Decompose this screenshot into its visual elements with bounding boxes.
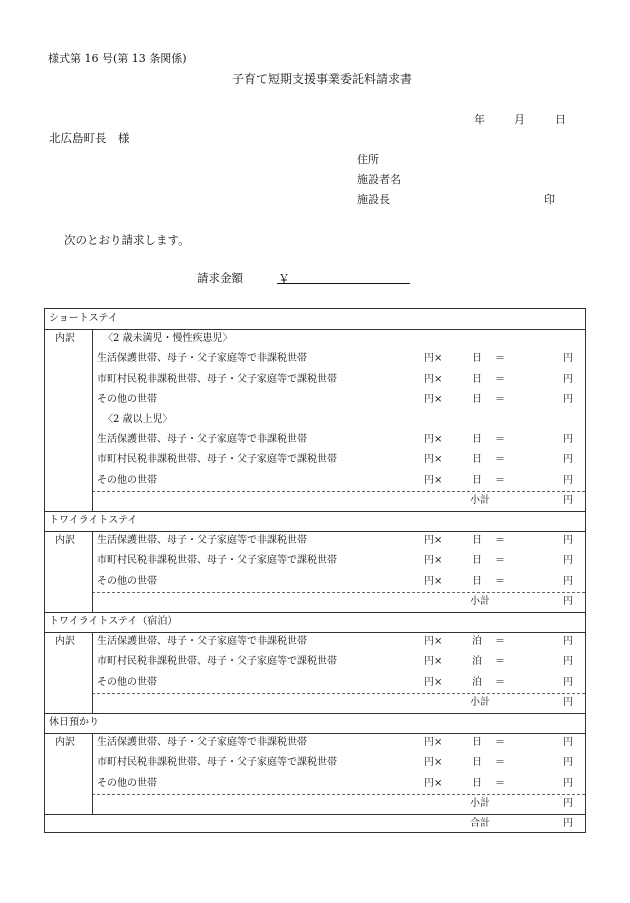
subtotal-label: 小計 <box>470 595 490 607</box>
subtotal-yen-label: 円 <box>563 696 573 708</box>
household-category: 生活保護世帯、母子・父子家庭等で非課税世帯 <box>97 636 307 648</box>
unit-rate-label: 円× <box>424 777 443 789</box>
unit-rate-label: 円× <box>424 373 443 385</box>
age-group-heading: 〈2 歳以上児〉 <box>103 414 173 425</box>
breakdown-column-rule <box>92 733 93 814</box>
equals-sign: ＝ <box>495 575 505 587</box>
unit-rate-label: 円× <box>424 434 443 446</box>
breakdown-label: 内訳 <box>55 737 75 749</box>
section-divider <box>45 612 585 613</box>
unit-rate-label: 円× <box>424 757 443 769</box>
amount-yen-label: 円 <box>563 373 573 385</box>
section-title-rule <box>45 733 585 734</box>
amount-yen-label: 円 <box>563 555 573 567</box>
unit-rate-label: 円× <box>424 656 443 668</box>
total-yen-label: 円 <box>563 818 573 829</box>
unit-rate-label: 円× <box>424 575 443 587</box>
amount-yen-label: 円 <box>563 575 573 587</box>
count-unit-label: 日 <box>472 454 482 466</box>
unit-rate-label: 円× <box>424 555 443 567</box>
household-category: 市町村民税非課税世帯、母子・父子家庭等で課税世帯 <box>97 757 337 769</box>
request-amount-underline <box>277 283 410 284</box>
subtotal-label: 小計 <box>470 696 490 708</box>
unit-rate-label: 円× <box>424 474 443 486</box>
subtotal-rule <box>92 491 585 492</box>
section-title: トワイライトステイ（宿泊） <box>49 616 178 627</box>
unit-rate-label: 円× <box>424 353 443 365</box>
household-category: 市町村民税非課税世帯、母子・父子家庭等で課税世帯 <box>97 555 337 567</box>
equals-sign: ＝ <box>495 676 505 688</box>
equals-sign: ＝ <box>495 353 505 365</box>
subtotal-yen-label: 円 <box>563 797 573 809</box>
amount-yen-label: 円 <box>563 676 573 688</box>
total-divider <box>45 814 585 815</box>
equals-sign: ＝ <box>495 555 505 567</box>
seal-label: 印 <box>544 193 555 206</box>
amount-yen-label: 円 <box>563 474 573 486</box>
equals-sign: ＝ <box>495 474 505 486</box>
breakdown-table <box>44 308 586 833</box>
unit-rate-label: 円× <box>424 636 443 648</box>
household-category: 生活保護世帯、母子・父子家庭等で非課税世帯 <box>97 434 307 446</box>
unit-rate-label: 円× <box>424 454 443 466</box>
subtotal-rule <box>92 592 585 593</box>
household-category: 生活保護世帯、母子・父子家庭等で非課税世帯 <box>97 737 307 749</box>
unit-rate-label: 円× <box>424 676 443 688</box>
household-category: その他の世帯 <box>97 676 157 688</box>
equals-sign: ＝ <box>495 757 505 769</box>
intro-text: 次のとおり請求します。 <box>64 233 190 247</box>
section-title: ショートステイ <box>49 313 118 324</box>
count-unit-label: 日 <box>472 535 482 547</box>
unit-rate-label: 円× <box>424 535 443 547</box>
section-title: トワイライトステイ <box>49 515 138 526</box>
amount-yen-label: 円 <box>563 777 573 789</box>
household-category: 生活保護世帯、母子・父子家庭等で非課税世帯 <box>97 353 307 365</box>
breakdown-column-rule <box>92 329 93 511</box>
household-category: 市町村民税非課税世帯、母子・父子家庭等で課税世帯 <box>97 373 337 385</box>
amount-yen-label: 円 <box>563 757 573 769</box>
address-label: 住所 <box>357 153 379 166</box>
document-title: 子育て短期支援事業委託料請求書 <box>232 72 413 86</box>
section-divider <box>45 511 585 512</box>
household-category: 生活保護世帯、母子・父子家庭等で非課税世帯 <box>97 535 307 547</box>
date-day-label: 日 <box>555 113 566 126</box>
equals-sign: ＝ <box>495 777 505 789</box>
request-amount-yen-sign: ￥ <box>278 272 291 286</box>
subtotal-label: 小計 <box>470 494 490 506</box>
count-unit-label: 泊 <box>472 656 482 668</box>
household-category: 市町村民税非課税世帯、母子・父子家庭等で課税世帯 <box>97 454 337 466</box>
breakdown-label: 内訳 <box>55 535 75 547</box>
request-amount-label: 請求金額 <box>197 271 243 285</box>
amount-yen-label: 円 <box>563 393 573 405</box>
age-group-heading: 〈2 歳未満児・慢性疾患児〉 <box>103 333 233 345</box>
count-unit-label: 泊 <box>472 676 482 688</box>
amount-yen-label: 円 <box>563 454 573 466</box>
count-unit-label: 日 <box>472 353 482 365</box>
household-category: その他の世帯 <box>97 393 157 405</box>
breakdown-column-rule <box>92 632 93 713</box>
amount-yen-label: 円 <box>563 535 573 547</box>
equals-sign: ＝ <box>495 373 505 385</box>
form-number: 様式第 16 号(第 13 条関係) <box>48 52 187 65</box>
equals-sign: ＝ <box>495 535 505 547</box>
breakdown-column-rule <box>92 531 93 612</box>
count-unit-label: 日 <box>472 393 482 405</box>
addressee: 北広島町長 様 <box>49 131 130 145</box>
household-category: 市町村民税非課税世帯、母子・父子家庭等で課税世帯 <box>97 656 337 668</box>
count-unit-label: 日 <box>472 373 482 385</box>
facility-name-label: 施設者名 <box>357 173 401 186</box>
unit-rate-label: 円× <box>424 393 443 405</box>
director-label: 施設長 <box>357 193 390 206</box>
count-unit-label: 日 <box>472 777 482 789</box>
equals-sign: ＝ <box>495 434 505 446</box>
date-year-label: 年 <box>474 113 485 126</box>
count-unit-label: 日 <box>472 474 482 486</box>
total-label: 合計 <box>470 818 490 829</box>
section-title-rule <box>45 531 585 532</box>
section-title-rule <box>45 632 585 633</box>
unit-rate-label: 円× <box>424 737 443 749</box>
household-category: その他の世帯 <box>97 777 157 789</box>
breakdown-label: 内訳 <box>55 333 75 345</box>
equals-sign: ＝ <box>495 636 505 648</box>
household-category: その他の世帯 <box>97 575 157 587</box>
section-title: 休日預かり <box>49 717 99 728</box>
count-unit-label: 日 <box>472 555 482 567</box>
amount-yen-label: 円 <box>563 434 573 446</box>
subtotal-label: 小計 <box>470 797 490 809</box>
amount-yen-label: 円 <box>563 737 573 749</box>
amount-yen-label: 円 <box>563 636 573 648</box>
count-unit-label: 泊 <box>472 636 482 648</box>
subtotal-yen-label: 円 <box>563 595 573 607</box>
subtotal-rule <box>92 794 585 795</box>
count-unit-label: 日 <box>472 737 482 749</box>
equals-sign: ＝ <box>495 656 505 668</box>
equals-sign: ＝ <box>495 393 505 405</box>
equals-sign: ＝ <box>495 454 505 466</box>
date-month-label: 月 <box>514 113 525 126</box>
equals-sign: ＝ <box>495 737 505 749</box>
subtotal-rule <box>92 693 585 694</box>
subtotal-yen-label: 円 <box>563 494 573 506</box>
count-unit-label: 日 <box>472 757 482 769</box>
amount-yen-label: 円 <box>563 353 573 365</box>
amount-yen-label: 円 <box>563 656 573 668</box>
breakdown-label: 内訳 <box>55 636 75 648</box>
household-category: その他の世帯 <box>97 474 157 486</box>
count-unit-label: 日 <box>472 434 482 446</box>
count-unit-label: 日 <box>472 575 482 587</box>
section-title-rule <box>45 329 585 330</box>
section-divider <box>45 713 585 714</box>
